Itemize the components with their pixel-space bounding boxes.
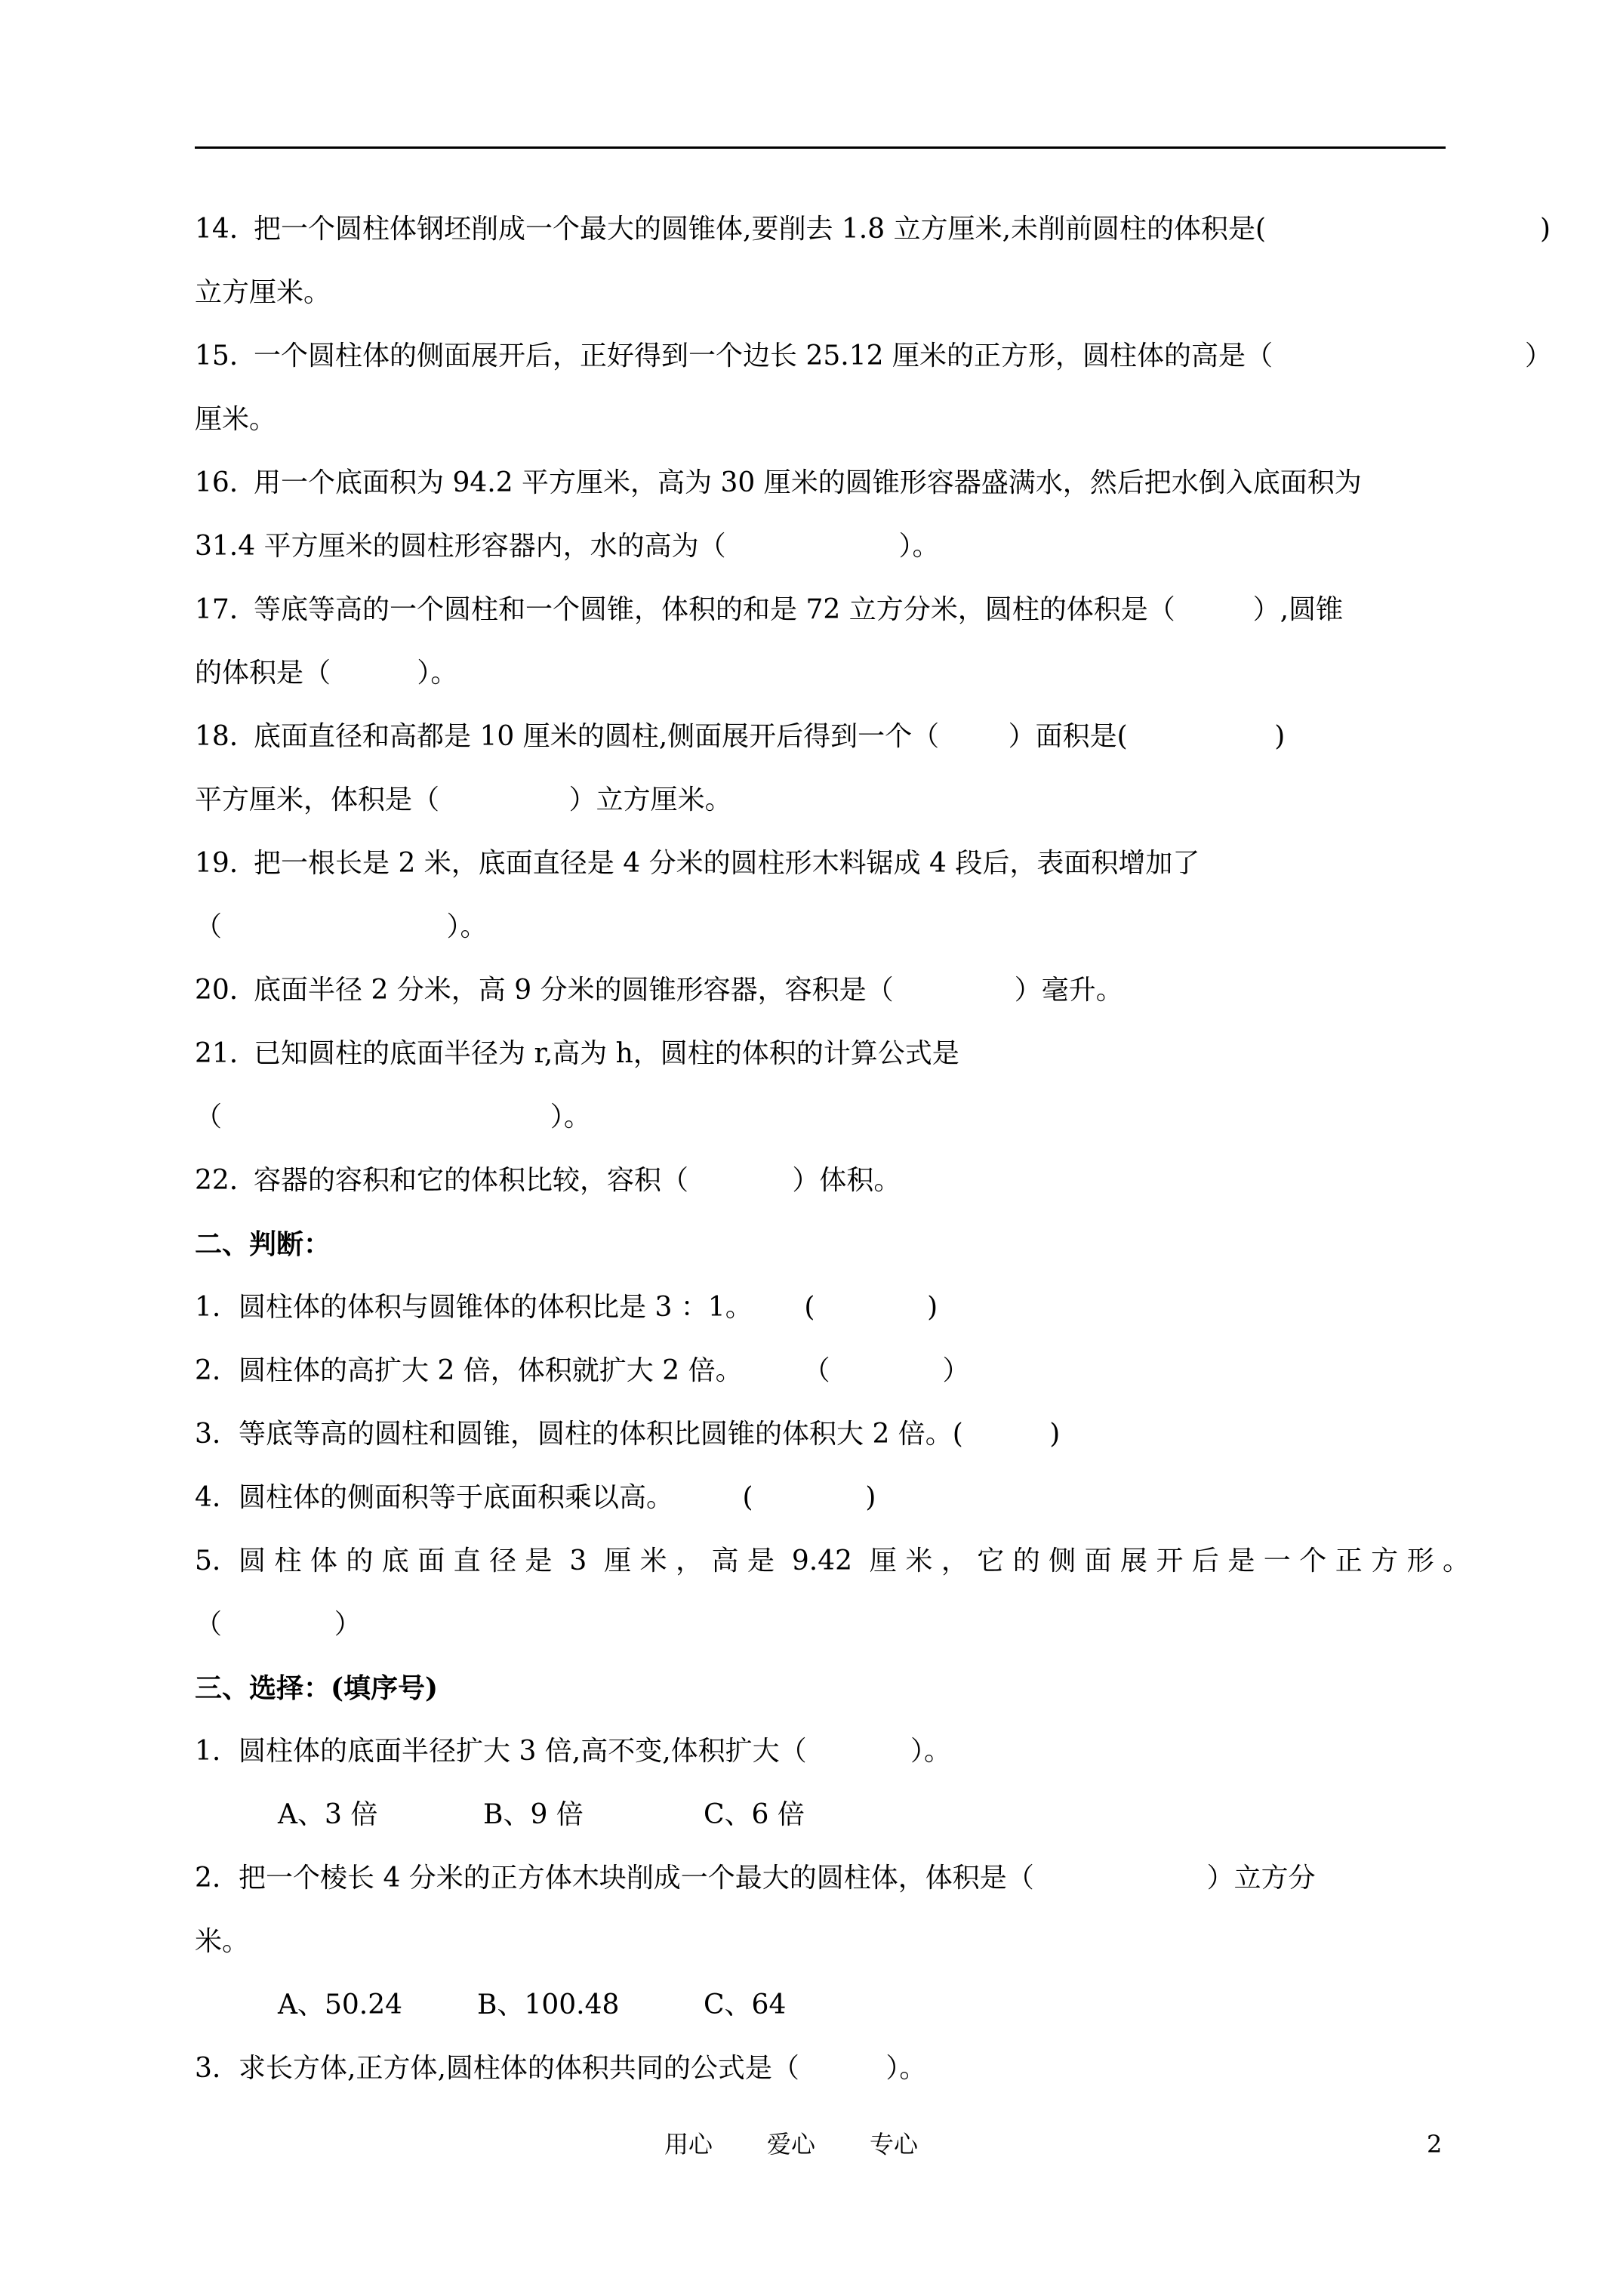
q15-cont: 厘米。 xyxy=(195,404,277,435)
footer-motto-2: 爱心 xyxy=(767,2130,816,2159)
choice-1-number: 1. xyxy=(195,1736,221,1767)
q17-cont: 的体积是（ ）。 xyxy=(195,658,458,689)
q16-number: 16. xyxy=(195,467,239,498)
judge-item-5 xyxy=(195,1543,1470,1579)
q19-cont: （ ）。 xyxy=(195,911,488,942)
q17-line xyxy=(195,592,1343,628)
choice-3-text: 求长方体,正方体,圆柱体的体积共同的公式是（ ）。 xyxy=(239,2053,927,2084)
q15-close: ） xyxy=(1525,341,1553,371)
q21-number: 21. xyxy=(195,1038,239,1069)
choice-1-option-a: A、3 倍 xyxy=(278,1799,378,1830)
choice-q2-options xyxy=(278,1987,786,2023)
choice-q1-options xyxy=(278,1797,805,1833)
footer-motto-1: 用心 xyxy=(664,2130,713,2159)
q18-text: 底面直径和高都是 10 厘米的圆柱,侧面展开后得到一个（ ）面积是( ) xyxy=(254,721,1286,752)
judge-item-3 xyxy=(195,1416,1060,1453)
choice-1-option-c: C、6 倍 xyxy=(704,1799,805,1830)
q15-text: 一个圆柱体的侧面展开后，正好得到一个边长 25.12 厘米的正方形，圆柱体的高是（ xyxy=(254,341,1273,371)
choice-2-text: 把一个棱长 4 分米的正方体木块削成一个最大的圆柱体，体积是（ ）立方分 xyxy=(239,1863,1316,1894)
judge-2-number: 2. xyxy=(195,1355,221,1386)
judge-item-1 xyxy=(195,1290,938,1326)
judge-1-number: 1. xyxy=(195,1292,221,1323)
header-rule xyxy=(195,146,1446,149)
q21-line xyxy=(195,1036,959,1072)
judge-5-text: 圆 柱 体 的 底 面 直 径 是 3 厘 米 ， 高 是 9.42 厘 米 ， 它 的 侧 面 展 开 后 是 一 个 正 方 形 。 xyxy=(239,1546,1471,1576)
judge-4-number: 4. xyxy=(195,1482,221,1513)
choice-q2 xyxy=(195,1860,1316,1897)
choice-q3 xyxy=(195,2051,926,2087)
q19-text: 把一根长是 2 米，底面直径是 4 分米的圆柱形木料锯成 4 段后，表面积增加了 xyxy=(254,848,1200,879)
q16-line xyxy=(195,465,1362,501)
q16-text: 用一个底面积为 94.2 平方厘米，高为 30 厘米的圆锥形容器盛满水，然后把水倒入底面积为 xyxy=(254,467,1362,498)
judge-4-text: 圆柱体的侧面积等于底面积乘以高。 ( ) xyxy=(239,1482,876,1513)
q16-cont: 31.4 平方厘米的圆柱形容器内，水的高为（ ）。 xyxy=(195,531,940,562)
choice-q1 xyxy=(195,1734,951,1770)
choice-2-option-a: A、50.24 xyxy=(278,1989,403,2020)
q14-line xyxy=(195,211,1266,248)
q20-number: 20. xyxy=(195,975,239,1006)
section3-title: 三、选择：(填序号) xyxy=(195,1672,439,1704)
judge-5-number: 5. xyxy=(195,1546,221,1576)
footer-motto-3: 专心 xyxy=(870,2130,919,2159)
q22-line xyxy=(195,1163,901,1199)
q22-text: 容器的容积和它的体积比较，容积（ ）体积。 xyxy=(254,1165,901,1196)
q14-text: 把一个圆柱体钢坯削成一个最大的圆锥体,要削去 1.8 立方厘米,未削前圆柱的体积是( xyxy=(254,214,1267,245)
q21-cont: （ ）。 xyxy=(195,1102,591,1133)
q19-number: 19. xyxy=(195,848,239,879)
q15-line xyxy=(195,338,1273,374)
judge-3-text: 等底等高的圆柱和圆锥，圆柱的体积比圆锥的体积大 2 倍。( ) xyxy=(239,1419,1061,1450)
judge-item-5-cont: （ ） xyxy=(195,1609,362,1640)
q18-cont: 平方厘米，体积是（ ）立方厘米。 xyxy=(195,784,732,815)
q22-number: 22. xyxy=(195,1165,239,1196)
q18-number: 18. xyxy=(195,721,239,752)
q17-number: 17. xyxy=(195,594,239,625)
choice-2-number: 2. xyxy=(195,1863,221,1894)
page-number: 2 xyxy=(1427,2130,1443,2159)
q20-line xyxy=(195,972,1123,1009)
judge-item-2 xyxy=(195,1353,969,1389)
judge-3-number: 3. xyxy=(195,1419,221,1450)
choice-2-option-c: C、64 xyxy=(704,1989,787,2020)
choice-2-option-b: B、100.48 xyxy=(477,1989,620,2020)
judge-1-text: 圆柱体的体积与圆锥体的体积比是 3 ：1。 ( ) xyxy=(239,1292,938,1323)
q14-cont: 立方厘米。 xyxy=(195,277,331,308)
q21-text: 已知圆柱的底面半径为 r,高为 h，圆柱的体积的计算公式是 xyxy=(254,1038,959,1069)
choice-3-number: 3. xyxy=(195,2053,221,2084)
choice-1-text: 圆柱体的底面半径扩大 3 倍,高不变,体积扩大（ ）。 xyxy=(239,1736,951,1767)
q19-line xyxy=(195,846,1200,882)
q20-text: 底面半径 2 分米，高 9 分米的圆锥形容器，容积是（ ）毫升。 xyxy=(254,975,1123,1006)
q18-line xyxy=(195,719,1285,755)
q14-close: ) xyxy=(1540,214,1551,245)
q17-text: 等底等高的一个圆柱和一个圆锥，体积的和是 72 立方分米，圆柱的体积是（ ）,圆锥 xyxy=(254,594,1344,625)
judge-2-text: 圆柱体的高扩大 2 倍，体积就扩大 2 倍。 （ ） xyxy=(239,1355,970,1386)
section2-title: 二、判断： xyxy=(195,1228,331,1260)
choice-1-option-b: B、9 倍 xyxy=(483,1799,584,1830)
q14-number: 14. xyxy=(195,214,239,245)
judge-item-4 xyxy=(195,1480,876,1516)
choice-q2-cont: 米。 xyxy=(195,1926,250,1957)
q15-number: 15. xyxy=(195,341,239,371)
